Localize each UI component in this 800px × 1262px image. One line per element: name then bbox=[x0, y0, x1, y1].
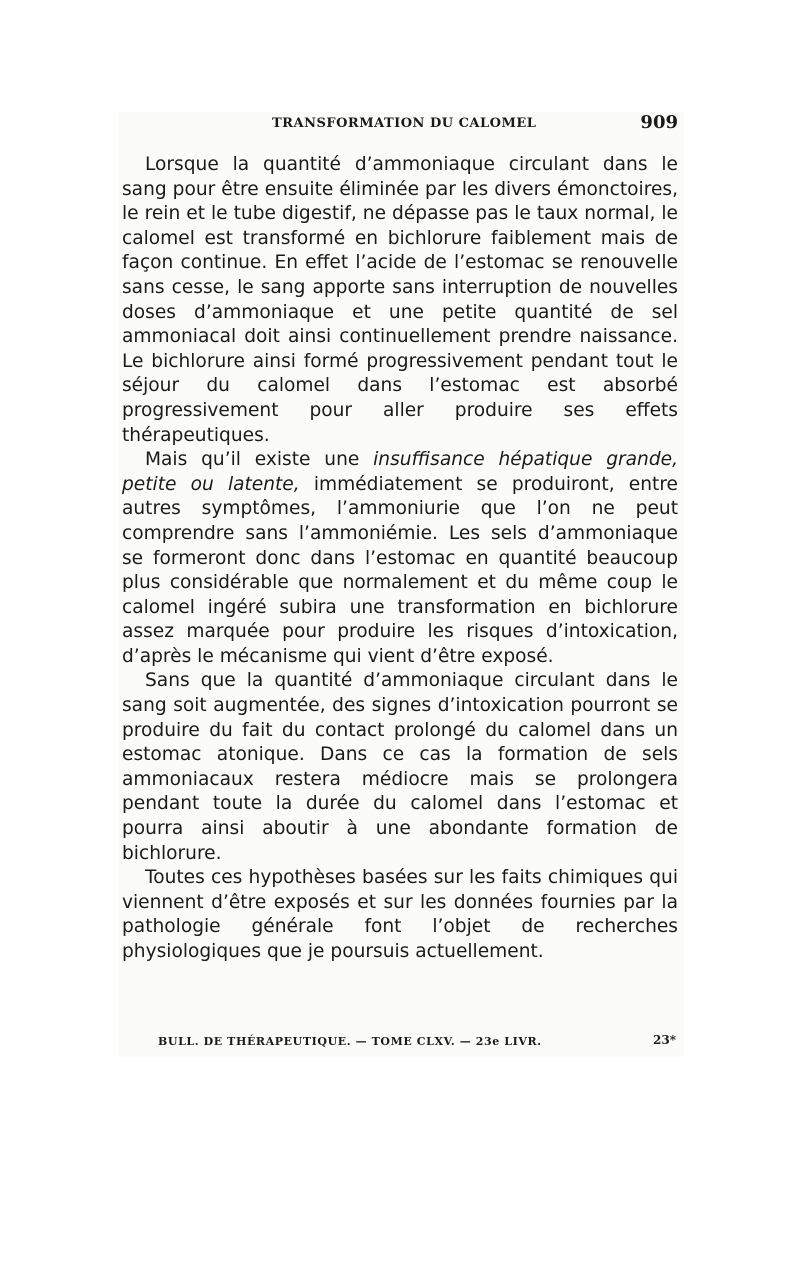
paragraph-2-rest: immédiatement se produiront, entre autres symptômes, l’ammoniurie que l’on ne peut comprendre sans l’ammoniémie. Les sels d’ammoniaque se formeront donc dans l’estomac en quantité beaucoup plus considérable que normalement et du même coup le calomel ingéré subira une transformation en bichlorure assez marquée pour produire les risques d’intoxication, d’après le mécanisme qui vient d’être exposé. bbox=[122, 473, 678, 667]
paragraph-3: Sans que la quantité d’ammoniaque circulant dans le sang soit augmentée, des signes d’intoxication pourront se produire du fait du contact prolongé du calomel dans un estomac atonique. Dans ce cas la formation de sels ammoniacaux restera médiocre mais se prolongera pendant toute la durée du calomel dans l’estomac et pourra ainsi aboutir à une abondante formation de bichlorure. bbox=[122, 670, 678, 864]
paragraph-1: Lorsque la quantité d’ammoniaque circulant dans le sang pour être ensuite éliminée par les divers émonctoires, le rein et le tube digestif, ne dépasse pas le taux normal, le calomel est transformé en bichlorure faiblement mais de façon continue. En effet l’acide de l’estomac se renouvelle sans cesse, le sang apporte sans interruption de nouvelles doses d’ammoniaque et une petite quantité de sel ammoniacal doit ainsi continuellement prendre naissance. Le bichlorure ainsi formé progressivement pendant tout le séjour du calomel dans l’estomac est absorbé progressivement pour aller produire ses effets thérapeutiques. bbox=[122, 154, 678, 446]
paragraph-2-intro: Mais qu’il existe une bbox=[145, 449, 374, 471]
body-text bbox=[122, 153, 678, 965]
journal-footer: BULL. DE THÉRAPEUTIQUE. — TOME CLXV. — 23e LIVR. bbox=[158, 1035, 542, 1048]
page-number: 909 bbox=[640, 112, 678, 133]
paragraph-4: Toutes ces hypothèses basées sur les faits chimiques qui viennent d’être exposés et sur les données fournies par la pathologie générale font l’objet de recherches physiologiques que je poursuis actuellement. bbox=[122, 867, 678, 962]
paragraph-2 bbox=[122, 448, 678, 669]
signature-mark: 23* bbox=[653, 1033, 676, 1047]
running-title: TRANSFORMATION DU CALOMEL bbox=[272, 116, 537, 131]
paragraph-2-italic: insuffisance hépatique grande, petite ou latente, bbox=[122, 449, 678, 495]
